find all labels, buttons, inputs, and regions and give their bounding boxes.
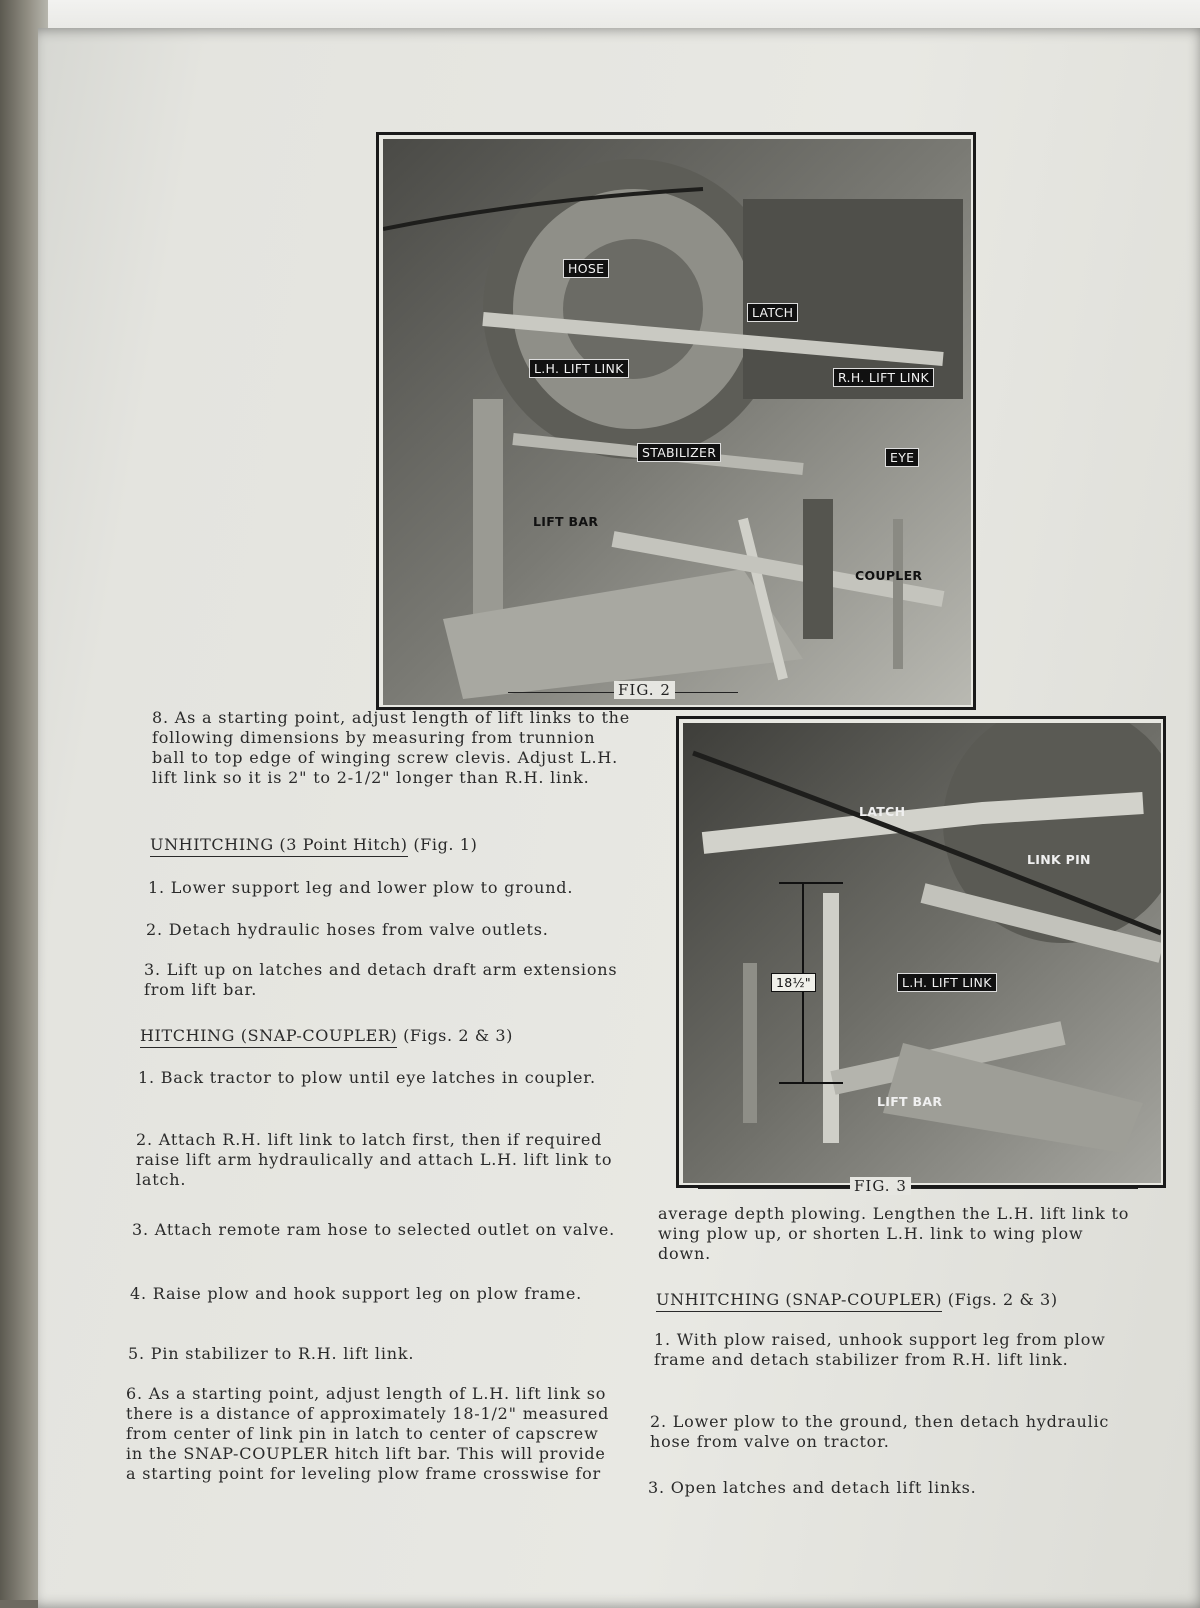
unhitching-snap-step-3: 3. Open latches and detach lift links. (648, 1478, 977, 1497)
fig3-callout-lift-bar: LIFT BAR (877, 1094, 943, 1109)
unhitching-3pt-ref: (Fig. 1) (413, 835, 478, 854)
unhitching-3pt-step-1: 1. Lower support leg and lower plow to ground. (148, 878, 574, 897)
unhitching-3pt-heading-line (150, 835, 477, 854)
manual-page (38, 28, 1200, 1608)
fig2-callout-latch: LATCH (747, 303, 798, 322)
fig2-callout-eye: EYE (885, 448, 919, 467)
unhitching-snap-ref: (Figs. 2 & 3) (947, 1290, 1058, 1309)
unhitching-3pt-step-2: 2. Detach hydraulic hoses from valve outlets. (146, 920, 549, 939)
step-8-paragraph: 8. As a starting point, adjust length of lift links to the following dimensions by measuring from trunnion ball to top edge of winging screw clevis. Adjust L.H. lift link so it is 2" to 2-1/2" longer than R.H. link. (152, 708, 631, 787)
hitching-snap-step-5: 5. Pin stabilizer to R.H. lift link. (128, 1344, 415, 1363)
hitching-snap-heading-line (140, 1026, 513, 1045)
fig2-callout-lift-bar: LIFT BAR (533, 514, 599, 529)
fig3-caption: FIG. 3 (850, 1177, 911, 1195)
fig2-callout-coupler: COUPLER (855, 568, 923, 583)
unhitching-3pt-step-3: 3. Lift up on latches and detach draft arm extensions from lift bar. (144, 960, 618, 999)
hitching-snap-step-2: 2. Attach R.H. lift link to latch first, then if required raise lift arm hydraulically and attach L.H. lift link to latch. (136, 1130, 613, 1189)
step-6-continuation: average depth plowing. Lengthen the L.H. lift link to wing plow up, or shorten L.H. link to wing plow down. (658, 1204, 1130, 1263)
fig2-callout-stabilizer: STABILIZER (637, 443, 721, 462)
figure-2-illustration (383, 139, 971, 705)
fig3-callout-latch: LATCH (859, 804, 906, 819)
fig2-callout-lh-lift-link: L.H. LIFT LINK (529, 359, 629, 378)
fig3-callout-link-pin: LINK PIN (1027, 852, 1091, 867)
hitching-snap-heading: HITCHING (SNAP-COUPLER) (140, 1026, 397, 1048)
figure-3-photo (676, 716, 1166, 1188)
unhitching-3pt-heading: UNHITCHING (3 Point Hitch) (150, 835, 408, 857)
figure-3-illustration (683, 723, 1161, 1183)
fig2-caption: FIG. 2 (614, 681, 675, 699)
figure-2-photo (376, 132, 976, 710)
fig2-callout-rh-lift-link: R.H. LIFT LINK (833, 368, 934, 387)
fig3-callout-lh-lift-link: L.H. LIFT LINK (897, 973, 997, 992)
unhitching-snap-heading-line (656, 1290, 1058, 1309)
fig2-callout-hose: HOSE (563, 259, 609, 278)
fig3-callout-dimension: 18½" (771, 973, 816, 992)
hitching-snap-step-4: 4. Raise plow and hook support leg on plow frame. (130, 1284, 583, 1303)
hitching-snap-step-1: 1. Back tractor to plow until eye latches in coupler. (138, 1068, 596, 1087)
hitching-snap-step-3: 3. Attach remote ram hose to selected outlet on valve. (132, 1220, 616, 1239)
hitching-snap-ref: (Figs. 2 & 3) (403, 1026, 513, 1045)
unhitching-snap-step-1: 1. With plow raised, unhook support leg from plow frame and detach stabilizer from R.H. lift link. (654, 1330, 1106, 1369)
fig3-caption-rule (698, 1188, 1138, 1189)
unhitching-snap-step-2: 2. Lower plow to the ground, then detach hydraulic hose from valve on tractor. (650, 1412, 1110, 1451)
hitching-snap-step-6: 6. As a starting point, adjust length of L.H. lift link so there is a distance of approximately 18-1/2" measured from center of link pin in latch to center of capscrew in the SNAP-COUPLER hitch lift bar. This will provide a starting point for leveling plow frame crosswise for (126, 1384, 610, 1483)
unhitching-snap-heading: UNHITCHING (SNAP-COUPLER) (656, 1290, 942, 1312)
